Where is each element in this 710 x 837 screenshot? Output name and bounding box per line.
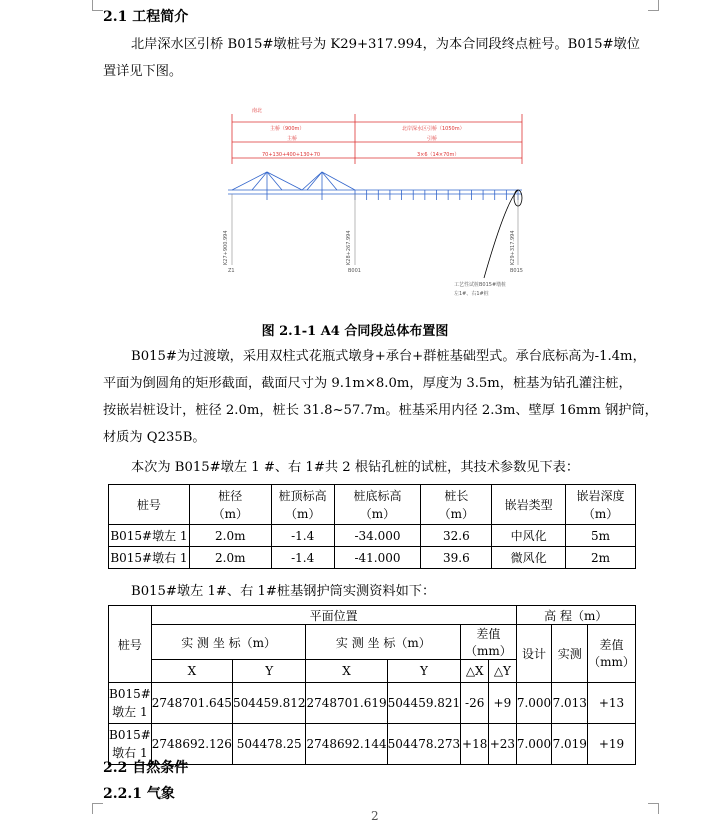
- figure-label: 北岸深水区引桥（1050m）: [402, 126, 465, 132]
- table-cell: 7.019: [552, 724, 588, 765]
- table-header-cell: 桩长 （m）: [421, 485, 492, 525]
- figure-label: K29+317.994: [510, 230, 516, 265]
- pile-parameters-table: [108, 484, 636, 569]
- table-cell: -1.4: [271, 525, 334, 547]
- paragraph-line: 按嵌岩桩设计，桩径 2.0m，桩长 31.8~57.7m。桩基采用内径 2.3m、壁厚 16mm 钢护筒，: [103, 403, 658, 418]
- page-corner-mark: [648, 803, 659, 814]
- table-row: [109, 525, 636, 547]
- table-cell: 2748692.126: [151, 724, 232, 765]
- figure-label: 主桥: [287, 136, 298, 142]
- table-cell: 32.6: [421, 525, 492, 547]
- paragraph-line: B015#墩左 1#、右 1#桩基钢护筒实测资料如下：: [131, 584, 436, 599]
- steel-casing-survey-table: [108, 605, 636, 765]
- table-header-cell: 桩顶标高 （m）: [271, 485, 334, 525]
- table-header-cell: Y: [387, 660, 461, 683]
- figure-label: 70+130+400+130+70: [262, 152, 321, 158]
- figure-label: Z1: [228, 268, 235, 274]
- page-number: 2: [371, 809, 379, 823]
- figure-label: K28+267.994: [346, 230, 352, 265]
- table-header-cell: 桩号: [109, 606, 152, 683]
- table-header-cell: 桩号: [109, 485, 190, 525]
- table-header-cell: 高 程（m）: [516, 606, 635, 625]
- section-heading-2-2-1: 2.2.1 气象: [103, 786, 175, 802]
- paragraph-line: 材质为 Q235B。: [103, 430, 206, 445]
- table-header-cell: 实测: [552, 625, 588, 683]
- table-cell: 504478.25: [232, 724, 306, 765]
- figure-label: 3×6（14×70m）: [417, 152, 460, 158]
- table-cell: B015#墩左 1: [109, 525, 190, 547]
- figure-caption: 图 2.1-1 A4 合同段总体布置图: [261, 324, 449, 339]
- table-header-cell: 差值 （mm）: [588, 625, 636, 683]
- table-cell: -26: [461, 683, 489, 724]
- figure-label: 左1#、右1#桩: [454, 291, 489, 297]
- table-header-cell: 差值（mm）: [461, 625, 516, 660]
- table-header-cell: 实 测 坐 标（m）: [151, 625, 306, 660]
- table-header-cell: △X: [461, 660, 489, 683]
- table-cell: 7.013: [552, 683, 588, 724]
- table-cell: +23: [489, 724, 516, 765]
- table-cell: -34.000: [334, 525, 421, 547]
- table-cell: B015#墩右 1: [109, 547, 190, 569]
- table-cell: -1.4: [271, 547, 334, 569]
- table-header-cell: △Y: [489, 660, 516, 683]
- table-header-cell: X: [151, 660, 232, 683]
- table-header-row: [109, 625, 636, 660]
- table-cell: B015# 墩左 1: [109, 683, 152, 724]
- paragraph-line: 平面为倒圆角的矩形截面，截面尺寸为 9.1m×8.0m，厚度为 3.5m，桩基为钻孔灌注桩，: [103, 376, 632, 391]
- table-cell: 504459.821: [387, 683, 461, 724]
- table-cell: 5m: [566, 525, 636, 547]
- figure-label: K27+900.994: [223, 230, 229, 265]
- figure-label: 主桥（900m）: [270, 126, 305, 132]
- table-header-cell: 嵌岩深度 （m）: [566, 485, 636, 525]
- table-cell: +13: [588, 683, 636, 724]
- table-cell: -41.000: [334, 547, 421, 569]
- figure-label: B001: [348, 268, 361, 274]
- table-cell: 7.000: [516, 724, 552, 765]
- page-corner-mark: [92, 0, 103, 11]
- table-header-cell: 实 测 坐 标（m）: [306, 625, 461, 660]
- figure-label: 南北: [252, 108, 263, 114]
- table-cell: B015# 墩右 1: [109, 724, 152, 765]
- table-cell: 2748701.645: [151, 683, 232, 724]
- bridge-layout-figure: [222, 100, 532, 305]
- table-header-row: [109, 606, 636, 625]
- figure-label: B015: [510, 268, 523, 274]
- table-header-cell: 设计: [516, 625, 552, 683]
- table-cell: +19: [588, 724, 636, 765]
- figure-label: 工艺性试桩B015#墩桩: [454, 282, 507, 288]
- table-cell: 微风化: [492, 547, 566, 569]
- table-cell: 2.0m: [189, 547, 271, 569]
- table-cell: 2m: [566, 547, 636, 569]
- table-row: [109, 547, 636, 569]
- table-header-cell: X: [306, 660, 387, 683]
- table-header-cell: Y: [232, 660, 306, 683]
- section-heading-2-1: 2.1 工程简介: [103, 9, 189, 25]
- section-heading-2-2: 2.2 自然条件: [103, 760, 189, 776]
- figure-label: 引桥: [427, 136, 438, 142]
- table-cell: 504459.812: [232, 683, 306, 724]
- table-header-cell: 嵌岩类型: [492, 485, 566, 525]
- table-cell: +9: [489, 683, 516, 724]
- table-header-cell: 桩底标高 （m）: [334, 485, 421, 525]
- table-cell: 2.0m: [189, 525, 271, 547]
- table-cell: 39.6: [421, 547, 492, 569]
- paragraph-line: B015#为过渡墩，采用双柱式花瓶式墩身+承台+群桩基础型式。承台底标高为-1.4m，: [131, 349, 646, 364]
- paragraph-line: 本次为 B015#墩左 1 #、右 1#共 2 根钻孔桩的试桩，其技术参数见下表：: [131, 460, 580, 475]
- table-cell: +18: [461, 724, 489, 765]
- paragraph-line: 置详见下图。: [103, 64, 183, 79]
- table-cell: 504478.273: [387, 724, 461, 765]
- paragraph-line: 北岸深水区引桥 B015#墩桩号为 K29+317.994，为本合同段终点桩号。B015#墩位: [131, 37, 640, 52]
- table-cell: 2748701.619: [306, 683, 387, 724]
- table-header-cell: 桩径 （m）: [189, 485, 271, 525]
- table-row: [109, 683, 636, 724]
- table-cell: 2748692.144: [306, 724, 387, 765]
- table-cell: 7.000: [516, 683, 552, 724]
- table-header-row: [109, 485, 636, 525]
- table-cell: 中风化: [492, 525, 566, 547]
- page-corner-mark: [92, 803, 103, 814]
- page-corner-mark: [648, 0, 659, 11]
- table-header-cell: 平面位置: [151, 606, 516, 625]
